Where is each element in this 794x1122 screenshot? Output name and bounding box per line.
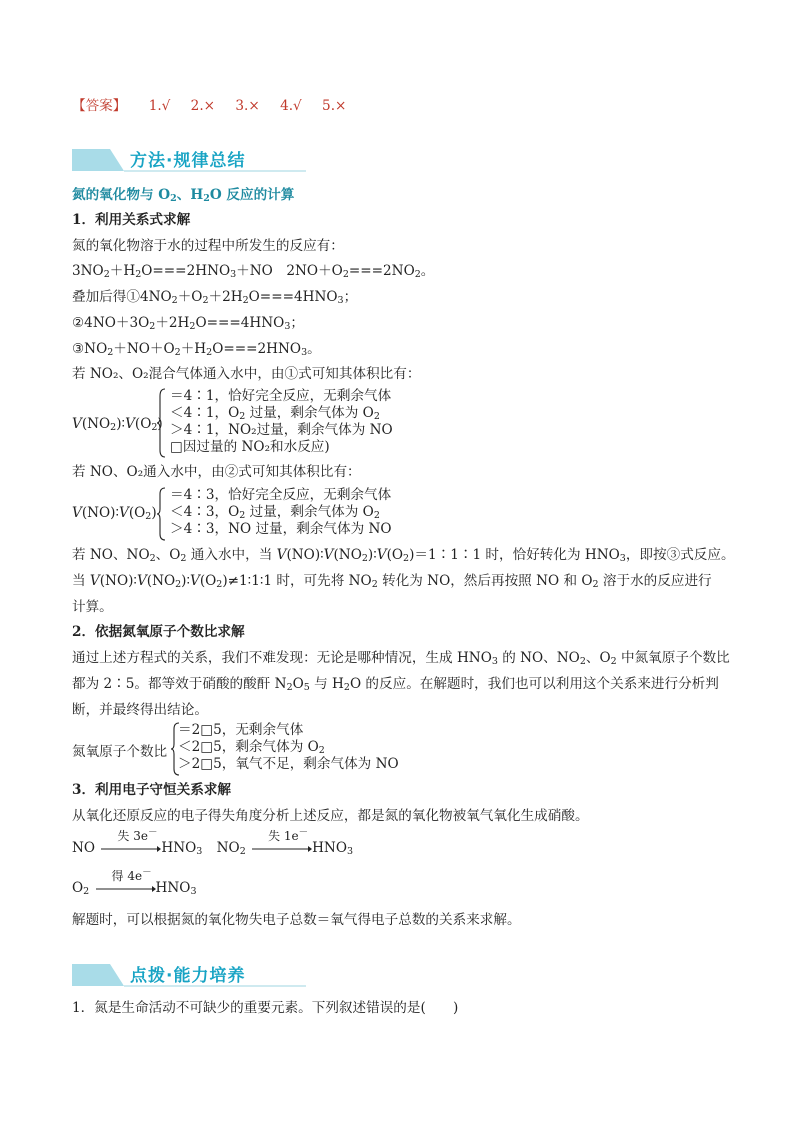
text-line: 通过上述方程式的关系，我们不难发现：无论是哪种情况，生成 $HNO_3$ 的 NO、$NO_2$、$O_2$ 中氮氧原子个数比 bbox=[72, 650, 730, 667]
ratio-option: ＝2□5，无剩余气体 bbox=[178, 722, 304, 738]
electron-arrow: 得 4e－ bbox=[94, 880, 156, 896]
ratio-brace-no-o2 bbox=[72, 487, 472, 541]
text-line: 当 $V(NO)∶V(NO_2)∶V(O_2)\ne 1∶1∶1$ 时，可先将 $NO_2$ 转化为 NO，然后再按照 NO 和 $O_2$ 溶于水的反应进行 bbox=[72, 573, 712, 590]
text-line: 断，并最终得出结论。 bbox=[72, 702, 208, 718]
ratio-option: ＝4∶3，恰好完全反应，无剩余气体 bbox=[170, 487, 392, 503]
ratio-option: ＞2□5，氧气不足，剩余气体为 NO bbox=[178, 756, 399, 772]
ratio-option: ＝4∶1，恰好完全反应，无剩余气体 bbox=[170, 388, 392, 404]
text-line: 解题时，可以根据氮的氧化物失电子总数＝氧气得电子总数的关系来求解。 bbox=[72, 912, 521, 928]
electron-arrow: 失 1e－ bbox=[250, 840, 312, 856]
arrow-right-icon bbox=[99, 844, 161, 854]
ratio-label: $V(NO)∶V(O_2)$ bbox=[72, 505, 157, 522]
answer-item: 3.× bbox=[235, 98, 260, 114]
text-line: 从氧化还原反应的电子得失角度分析上述反应，都是氮的氧化物被氧气氧化生成硝酸。 bbox=[72, 808, 589, 824]
ratio-label: $V(NO_2)∶V(O_2)$ bbox=[72, 416, 163, 433]
method1-heading: 1．利用关系式求解 bbox=[72, 212, 191, 228]
brace-icon bbox=[156, 487, 166, 541]
arrow-right-icon bbox=[250, 844, 312, 854]
electron-transfer-row: NO 失 3e－ $HNO_3$ $NO_2$ 失 1e－ $HNO_3$ bbox=[72, 827, 354, 857]
text-line: 都为 2∶5。都等效于硝酸的酸酐 $N_2O_5$ 与 $H_2O$ 的反应。在解题时，我们也可以利用这个关系来进行分析判 bbox=[72, 676, 719, 693]
arrow-right-icon bbox=[94, 884, 156, 894]
ratio-option: ＜4∶1，$O_2$ 过量，剩余气体为 $O_2$ bbox=[170, 405, 380, 422]
answer-label: 【答案】 bbox=[72, 98, 127, 114]
answer-item: 4.√ bbox=[280, 98, 302, 114]
ratio-label: 氮氧原子个数比 bbox=[72, 744, 168, 760]
answer-item: 5.× bbox=[322, 98, 347, 114]
section-title: 点拨·能力培养 bbox=[130, 966, 246, 986]
electron-transfer-row: $O_2$ 得 4e－ $HNO_3$ bbox=[72, 867, 197, 897]
text-line: 若 NO、$NO_2$、$O_2$ 通入水中，当 $V(NO)∶V(NO_2)∶V(O_2)=1∶1∶1$ 时，恰好转化为 $HNO_3$，即按③式反应。 bbox=[72, 547, 735, 564]
ratio-option: □因过量的 NO₂和水反应) bbox=[170, 439, 330, 455]
equation-line: $②4NO+3O_2+2H_2O===4HNO_3$； bbox=[72, 315, 304, 332]
ratio-option: ＞4∶1，NO₂过量，剩余气体为 NO bbox=[170, 422, 393, 438]
method1-intro: 氮的氧化物溶于水的过程中所发生的反应有： bbox=[72, 238, 344, 254]
electron-arrow: 失 3e－ bbox=[99, 840, 161, 856]
answer-item: 2.× bbox=[190, 98, 216, 114]
section-header-ability bbox=[72, 958, 306, 988]
text-line: 若 NO₂、O₂混合气体通入水中，由①式可知其体积比有： bbox=[72, 366, 421, 382]
text-line: 若 NO、O₂通入水中，由②式可知其体积比有： bbox=[72, 464, 361, 480]
section-header-method bbox=[72, 143, 306, 173]
equation-line: 叠加后得$①4NO_2+O_2+2H_2O===4HNO_3$； bbox=[72, 289, 358, 306]
section-title: 方法·规律总结 bbox=[130, 151, 246, 171]
method3-heading: 3．利用电子守恒关系求解 bbox=[72, 782, 231, 798]
equation-line: $3NO_2+H_2O===2HNO_3+NO$ $2NO+O_2===2NO_2$。 bbox=[72, 263, 435, 280]
question-text: 1．氮是生命活动不可缺少的重要元素。下列叙述错误的是( ) bbox=[72, 1000, 459, 1016]
answer-line bbox=[72, 94, 362, 114]
answer-item: 1.√ bbox=[148, 98, 171, 114]
text-line: 计算。 bbox=[72, 599, 113, 615]
ratio-option: ＜2□5，剩余气体为 $O_2$ bbox=[178, 739, 325, 756]
ratio-option: ＜4∶3，$O_2$ 过量，剩余气体为 $O_2$ bbox=[170, 504, 380, 521]
brace-icon bbox=[156, 388, 166, 458]
ratio-brace-atoms bbox=[72, 722, 472, 776]
ratio-brace-no2-o2 bbox=[72, 388, 472, 460]
ratio-option: ＞4∶3，NO 过量，剩余气体为 NO bbox=[170, 521, 392, 537]
equation-line: $③NO_2+NO+O_2+H_2O===2HNO_3$。 bbox=[72, 341, 321, 358]
subtitle: 氮的氧化物与 $O_2$、$H_2O$ 反应的计算 bbox=[72, 187, 295, 204]
method2-heading: 2．依据氮氧原子个数比求解 bbox=[72, 624, 245, 640]
